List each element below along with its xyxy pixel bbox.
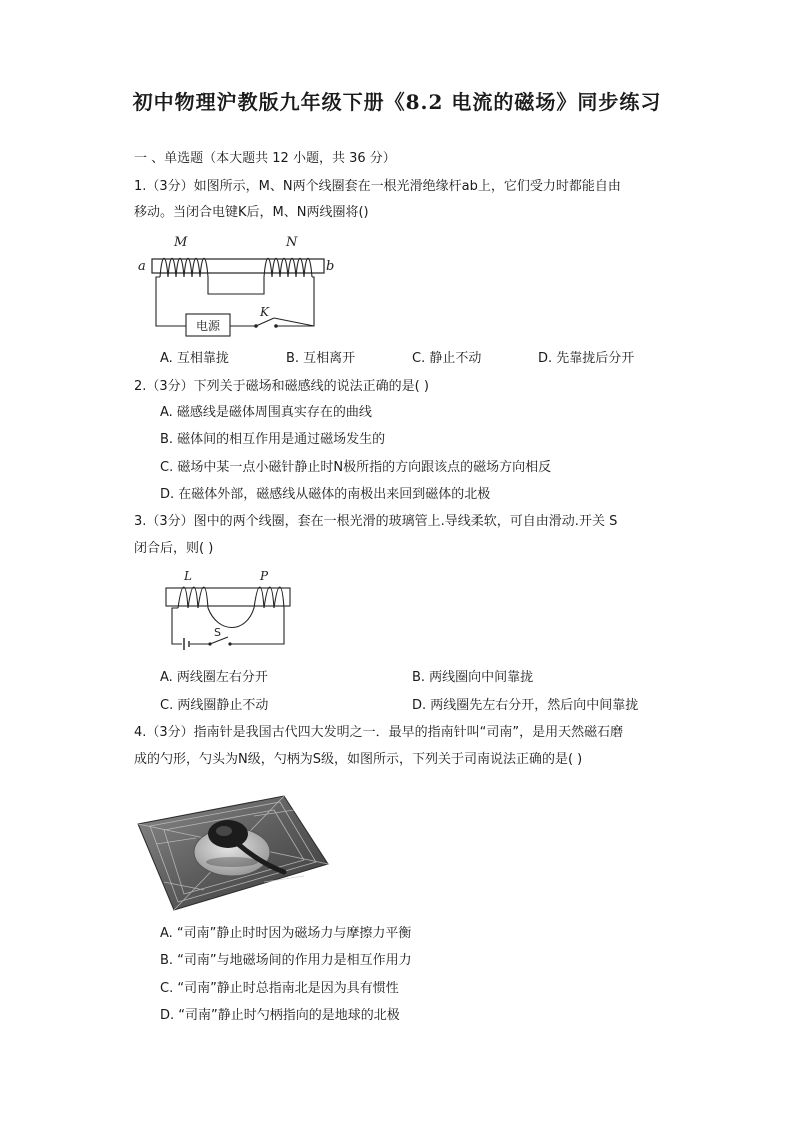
label-a: a (138, 259, 146, 274)
q4-text-line2: 成的勺形，勺头为N级，勺柄为S级，如图所示，下列关于司南说法正确的是( ) (134, 752, 583, 767)
power-supply-label: 电源 (195, 319, 221, 333)
q1-option-a[interactable]: A. 互相靠拢 (160, 351, 229, 366)
spoon-shadow (206, 857, 258, 867)
q1-option-c[interactable]: C. 静止不动 (412, 351, 482, 366)
q2-option-a[interactable]: A. 磁感线是磁体周围真实存在的曲线 (160, 405, 372, 420)
q1-text-line1: 1.（3分）如图所示，M、N两个线圈套在一根光滑绝缘杆ab上，它们受力时都能自由 (134, 179, 621, 194)
label-n: N (286, 235, 298, 250)
q4-option-d[interactable]: D. “司南”静止时勺柄指向的是地球的北极 (160, 1008, 400, 1023)
label-b: b (326, 259, 335, 274)
q1-option-d[interactable]: D. 先靠拢后分开 (538, 351, 635, 366)
q2-option-c[interactable]: C. 磁场中某一点小磁针静止时N极所指的方向跟该点的磁场方向相反 (160, 460, 552, 475)
q3-coil-figure (160, 568, 300, 656)
page-title: 初中物理沪教版九年级下册《8.2 电流的磁场》同步练习 (132, 90, 662, 114)
switch-k-lever (256, 318, 274, 326)
coil-n (264, 258, 312, 277)
label-p: P (260, 569, 269, 583)
q3-option-b[interactable]: B. 两线圈向中间靠拢 (412, 670, 534, 685)
label-s: S (214, 626, 221, 639)
q3-option-d[interactable]: D. 两线圈先左右分开，然后向中间靠拢 (412, 698, 639, 713)
q4-text-line1: 4.（3分）指南针是我国古代四大发明之一．最早的指南针叫“司南”，是用天然磁石磨 (134, 725, 624, 740)
label-l: L (184, 569, 192, 583)
coil-m (160, 258, 208, 277)
q4-option-b[interactable]: B. “司南”与地磁场间的作用力是相互作用力 (160, 953, 412, 968)
section-heading: 一 、单选题（本大题共 12 小题，共 36 分） (134, 151, 396, 166)
q3-text-line1: 3.（3分）图中的两个线圈，套在一根光滑的玻璃管上.导线柔软，可自由滑动.开关 S (134, 514, 618, 529)
q3-option-c[interactable]: C. 两线圈静止不动 (160, 698, 269, 713)
q3-text-line2: 闭合后，则( ) (134, 541, 214, 556)
q2-option-d[interactable]: D. 在磁体外部，磁感线从磁体的南极出来回到磁体的北极 (160, 487, 491, 502)
q1-circuit-figure (134, 232, 344, 342)
sinan-compass-photo (134, 786, 330, 914)
q2-option-b[interactable]: B. 磁体间的相互作用是通过磁场发生的 (160, 432, 386, 447)
spoon-highlight (216, 826, 232, 836)
q4-option-a[interactable]: A. “司南”静止时时因为磁场力与摩擦力平衡 (160, 926, 412, 941)
label-m: M (174, 235, 188, 250)
soft-wire (208, 608, 254, 628)
q1-text-line2: 移动。当闭合电键K后，M、N两线圈将() (134, 205, 369, 220)
q1-option-b[interactable]: B. 互相离开 (286, 351, 356, 366)
q3-circuit-wires (172, 608, 284, 644)
switch-k-contact (274, 324, 278, 328)
label-k: K (260, 305, 269, 319)
coil-p (254, 587, 284, 608)
q2-text-line1: 2.（3分）下列关于磁场和磁感线的说法正确的是( ) (134, 379, 429, 394)
switch-s-contact (228, 642, 231, 645)
q3-option-a[interactable]: A. 两线圈左右分开 (160, 670, 268, 685)
coil-l (178, 587, 208, 608)
circuit-wires (156, 277, 314, 326)
q4-option-c[interactable]: C. “司南”静止时总指南北是因为具有惯性 (160, 981, 399, 996)
